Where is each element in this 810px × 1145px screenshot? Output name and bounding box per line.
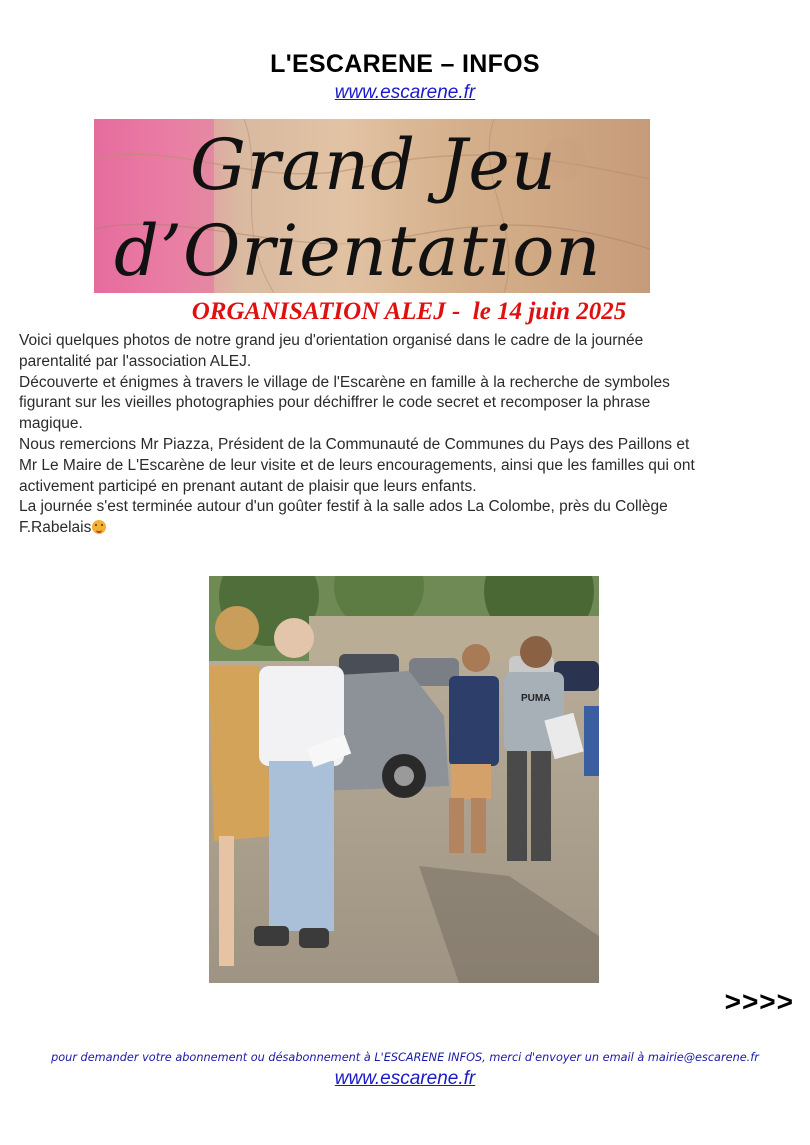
article-body [19, 331, 709, 539]
shirt-logo-text: PUMA [521, 693, 551, 704]
footer-website-link[interactable]: www.escarene.fr [334, 1068, 476, 1089]
event-banner [94, 119, 650, 293]
next-page-arrows[interactable]: >>>> [724, 986, 794, 1017]
article-paragraph-last [19, 497, 709, 539]
banner-title-line1: Grand Jeu [190, 124, 557, 206]
event-photo [209, 576, 599, 983]
article-paragraph: Nous remercions Mr Piazza, Président de la Communauté de Communes du Pays des Paillons et Mr Le Maire de L'Escarène de leur visite et de leurs encouragements, ainsi que les familles qui ont activement participé en prenant autant de plaisir que leurs enfants. [19, 435, 695, 495]
smiling-face-icon [92, 520, 106, 534]
article-paragraph: Voici quelques photos de notre grand jeu d'orientation organisé dans le cadre de la journée parentalité par l'association ALEJ. [19, 332, 644, 370]
event-subtitle: ORGANISATION ALEJ - le 14 juin 2025 [191, 298, 627, 325]
website-link[interactable]: www.escarene.fr [334, 82, 476, 103]
subscription-note: pour demander votre abonnement ou désabonnement à L'ESCARENE INFOS, merci d'envoyer un email à mairie@escarene.fr [51, 1051, 759, 1064]
article-paragraph-text: La journée s'est terminée autour d'un goûter festif à la salle ados La Colombe, près du Collège F.Rabelais [19, 498, 668, 537]
article-paragraph: Découverte et énigmes à travers le village de l'Escarène en famille à la recherche de symboles figurant sur les vieilles photographies pour déchiffrer le code secret et recomposer la phrase magique. [19, 373, 670, 433]
banner-title-line2: d’Orientation [114, 210, 602, 292]
page-title: L'ESCARENE – INFOS [270, 50, 540, 78]
